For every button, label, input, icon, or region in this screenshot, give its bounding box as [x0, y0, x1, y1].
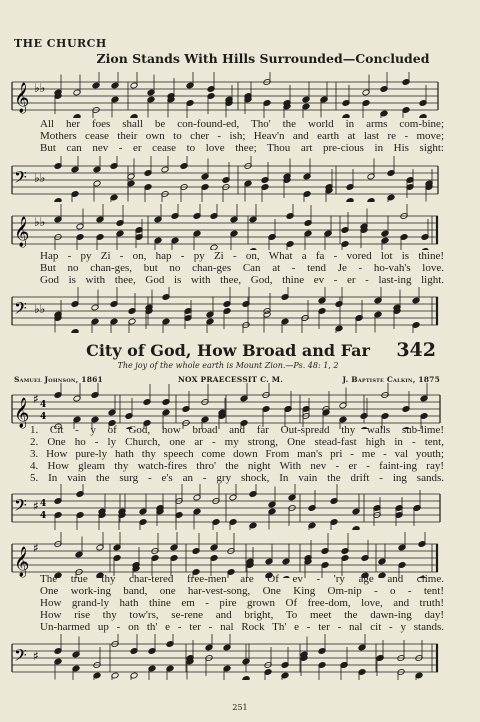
- notes-h2s1: [54, 383, 428, 429]
- page-number: 251: [232, 703, 248, 712]
- svg-text:𝄞: 𝄞: [14, 217, 30, 247]
- treble-staff-h2s1: [0, 383, 480, 429]
- lyric-line: The true thy char-tered free-men are Of ev - 'ry age and clime.: [40, 573, 444, 585]
- bass-staff-h1s1: [0, 156, 480, 202]
- lyric-line: Hap - py Zi - on, hap - py Zi - on, What a fa - vored lot is thine!: [40, 250, 444, 262]
- svg-text:𝄢: 𝄢: [14, 298, 27, 322]
- notes-h2s1b: [54, 484, 421, 530]
- svg-text:♭♭: ♭♭: [34, 171, 46, 185]
- composer-credit: J. Baptiste Calkin, 1875: [342, 375, 440, 384]
- author-credit: Samuel Johnson, 1861: [14, 375, 103, 384]
- lyrics-h1-system2: [40, 250, 444, 286]
- lyric-line: 1. Cit - y of God, how broad and far Out-spread thy walls sub-lime!: [30, 424, 444, 436]
- svg-text:𝄞: 𝄞: [14, 83, 30, 113]
- lyric-line: But no chan-ges, but no chan-ges Can at - tend Je - ho-vah's love.: [40, 262, 444, 274]
- lyrics-h2-system1: [30, 424, 444, 484]
- svg-text:𝄢: 𝄢: [14, 495, 27, 519]
- lyric-line: 3. How pure-ly hath thy speech come down From man's pri - me - val youth;: [30, 448, 444, 460]
- svg-text:4: 4: [40, 499, 47, 509]
- hymn-title-city-of-god: City of God, How Broad and Far: [86, 341, 370, 360]
- lyric-line: 4. How gleam thy watch-fires thro' the night With nev - er - faint-ing ray!: [30, 460, 444, 472]
- svg-text:♭♭: ♭♭: [34, 302, 46, 316]
- notes-h1s2b: [54, 287, 420, 333]
- hymn-title-zion: Zion Stands With Hills Surrounded—Concluded: [96, 51, 430, 66]
- treble-staff-h1s2: [0, 204, 480, 250]
- treble-staff-h1s1: [0, 72, 480, 118]
- svg-text:♭♭: ♭♭: [34, 215, 46, 229]
- treble-staff-h2s2: [0, 532, 480, 578]
- running-head: THE CHURCH: [14, 37, 107, 50]
- lyric-line: How grand-ly hath thine em - pire grown Of free-dom, love, and truth!: [40, 597, 444, 609]
- svg-text:𝄞: 𝄞: [14, 398, 30, 428]
- lyric-line: 5. In vain the surg - e's an - gry shock, In vain the drift - ing sands.: [30, 472, 444, 484]
- notes-h1s1: [54, 72, 427, 118]
- bass-staff-h2s2: [0, 634, 480, 680]
- notes-h1s2: [54, 204, 429, 250]
- lyric-line: But can nev - er cease to love thee; Thou art pre-cious in His sight:: [40, 142, 444, 154]
- svg-text:4: 4: [40, 412, 47, 422]
- bass-staff-h2s1: [0, 484, 480, 530]
- hymn-number: 342: [396, 339, 436, 361]
- svg-text:♯: ♯: [33, 541, 39, 555]
- svg-text:𝄞: 𝄞: [14, 547, 30, 577]
- svg-text:𝄢: 𝄢: [14, 645, 27, 669]
- lyrics-h2-system2: [40, 573, 444, 633]
- svg-text:4: 4: [40, 400, 47, 410]
- lyric-line: How rise thy tow'rs, se-rene and bright, To meet the dawn-ing day!: [40, 609, 444, 621]
- svg-text:♭♭: ♭♭: [34, 81, 46, 95]
- svg-text:♯: ♯: [33, 392, 39, 406]
- svg-text:4: 4: [40, 511, 47, 521]
- lyric-line: One work-ing band, one har-vest-song, One King Om-nip - o - tent!: [40, 585, 444, 597]
- svg-text:♯: ♯: [33, 499, 39, 513]
- lyrics-h1-system1: [40, 118, 444, 154]
- lyric-line: 2. One ho - ly Church, one ar - my strong, One stead-fast high in - tent,: [30, 436, 444, 448]
- lyric-line: God is with thee, God is with thee, God, thine ev - er - last-ing light.: [40, 274, 444, 286]
- lyric-line: Un-harmed up - on th' e - ter - nal Rock Th' e - ter - nal cit - y stands.: [40, 621, 444, 633]
- tune-name: NOX PRAECESSIT C. M.: [178, 375, 284, 384]
- notes-h1s1b: [54, 156, 433, 202]
- lyric-line: All her foes shall be con-found-ed, Tho' the world in arms com-bine;: [40, 118, 444, 130]
- lyric-line: Mothers cease their own to cher - ish; Heav'n and earth at last re - move;: [40, 130, 444, 142]
- scripture-epigraph: The joy of the whole earth is Mount Zion.—Ps. 48: 1, 2: [117, 361, 339, 370]
- svg-text:♯: ♯: [33, 649, 39, 663]
- svg-text:𝄢: 𝄢: [14, 167, 27, 191]
- notes-h2s2b: [54, 634, 423, 680]
- bass-staff-h1s2: [0, 287, 480, 333]
